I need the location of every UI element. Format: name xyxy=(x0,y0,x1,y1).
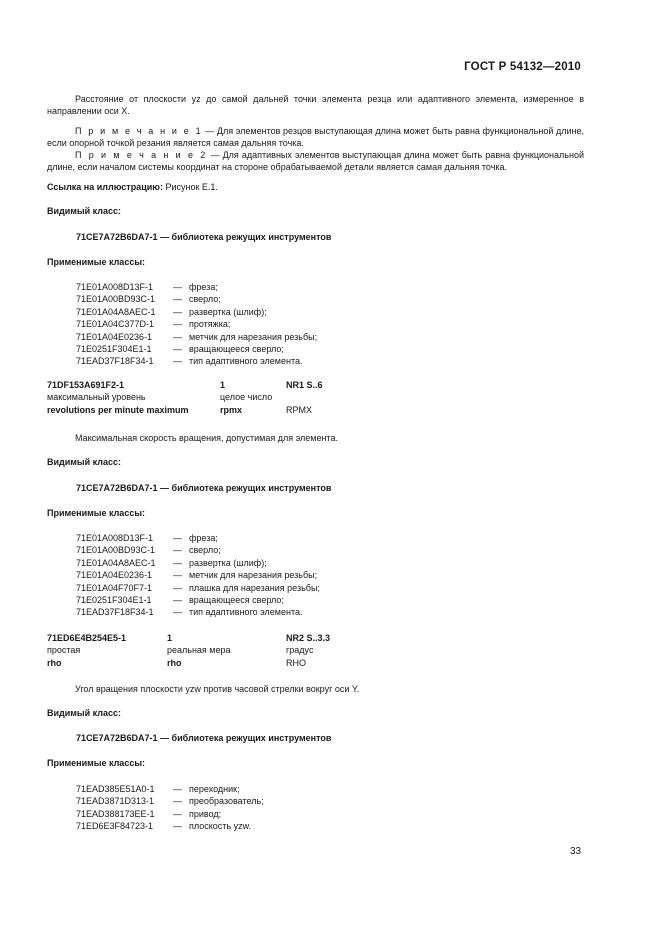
dash: — xyxy=(173,356,182,367)
dash: — xyxy=(173,557,182,568)
list-item xyxy=(76,606,320,618)
applicable-classes-list xyxy=(76,281,317,368)
page-number: 33 xyxy=(570,846,582,857)
list-item xyxy=(76,331,317,343)
class-code: 71E01A04A8AEC-1 xyxy=(76,306,156,317)
list-item xyxy=(76,544,320,556)
property-type-ru: реальная мера xyxy=(167,645,231,656)
class-desc: тип адаптивного элемента. xyxy=(189,356,303,367)
dash: — xyxy=(173,607,182,618)
visible-class-heading: Видимый класс: xyxy=(47,708,121,718)
property-name-ru: простая xyxy=(47,645,81,656)
property-definition: Угол вращения плоскости yzw против часовой стрелки вокруг оси Y. xyxy=(75,684,360,694)
class-desc: фреза; xyxy=(189,533,218,543)
class-desc: фреза; xyxy=(189,282,218,292)
class-desc: вращающееся сверло; xyxy=(189,595,284,606)
note-2-label: П р и м е ч а н и е 2 xyxy=(75,150,208,160)
standard-header: ГОСТ Р 54132—2010 xyxy=(464,61,581,73)
class-desc: преобразователь; xyxy=(189,796,264,807)
class-code: 71E01A00BD93C-1 xyxy=(76,545,156,556)
property-id: 71ED6E4B254E5-1 xyxy=(47,633,127,643)
property-block-rpmx xyxy=(47,379,607,416)
property-symbol: rho xyxy=(167,657,182,668)
dash: — xyxy=(173,582,182,593)
dash: — xyxy=(173,533,182,543)
property-header-row xyxy=(47,379,607,391)
class-desc: переходник; xyxy=(189,784,240,794)
class-code: 71E01A04E0236-1 xyxy=(76,331,153,342)
property-symbol: rpmx xyxy=(220,404,243,415)
class-desc: развертка (шлиф); xyxy=(189,306,267,317)
list-item xyxy=(76,318,317,330)
property-block-rho xyxy=(47,632,607,669)
class-code: 71ED6E3F84723-1 xyxy=(76,821,154,832)
class-desc: тип адаптивного элемента. xyxy=(189,607,303,618)
class-desc: развертка (шлиф); xyxy=(189,557,267,568)
note-1-text: — Для элементов резцов выступающая длина может быть равна функциональной длине, если опорной точкой резания является самая дальняя точка. xyxy=(47,126,584,149)
class-code: 71EAD37F18F34-1 xyxy=(76,607,154,618)
illustration-reference-value: Рисунок E.1. xyxy=(162,182,218,192)
dash: — xyxy=(173,319,182,330)
class-code: 71E0251F304E1-1 xyxy=(76,595,152,606)
class-code: 71EAD3871D313-1 xyxy=(76,796,155,807)
class-code: 71E01A04F70F7-1 xyxy=(76,582,153,593)
dash: — xyxy=(173,331,182,342)
applicable-classes-list xyxy=(76,532,320,619)
list-item xyxy=(76,281,317,293)
class-desc: вращающееся сверло; xyxy=(189,344,284,355)
class-code: 71EAD385E51A0-1 xyxy=(76,784,155,794)
property-name-en: revolutions per minute maximum xyxy=(47,404,189,415)
dash: — xyxy=(173,294,182,305)
property-unit: градус xyxy=(286,645,314,656)
illustration-reference xyxy=(47,181,584,193)
list-item xyxy=(76,783,264,795)
note-1-label: П р и м е ч а н и е 1 xyxy=(75,126,203,136)
list-item xyxy=(76,355,317,367)
applicable-classes-heading: Применимые классы: xyxy=(47,257,146,267)
class-code: 71E01A04E0236-1 xyxy=(76,570,153,581)
dash: — xyxy=(173,784,182,794)
dash: — xyxy=(173,808,182,819)
note-2-text: — Для адаптивных элементов выступающая длина может быть равна функциональной длине, если началом системы координат на стороне обрабатываемой детали является самая дальняя точка. xyxy=(47,150,584,173)
property-cardinality: 1 xyxy=(167,633,173,643)
class-desc: протяжка; xyxy=(189,319,231,330)
property-ru-row xyxy=(47,644,607,656)
property-code: RPMX xyxy=(286,404,313,415)
illustration-reference-label: Ссылка на иллюстрацию: xyxy=(47,182,163,192)
dash: — xyxy=(173,570,182,581)
list-item xyxy=(76,306,317,318)
class-code: 71EAD37F18F34-1 xyxy=(76,356,154,367)
property-format: NR1 S..6 xyxy=(286,380,323,390)
dash: — xyxy=(173,306,182,317)
list-item xyxy=(76,532,320,544)
applicable-classes-list xyxy=(76,783,264,833)
class-desc: сверло; xyxy=(189,545,221,556)
class-code: 71E01A00BD93C-1 xyxy=(76,294,156,305)
property-header-row xyxy=(47,632,607,644)
class-code: 71EAD388173EE-1 xyxy=(76,808,155,819)
dash: — xyxy=(173,595,182,606)
note-2 xyxy=(47,149,584,174)
class-code: 71E01A008D13F-1 xyxy=(76,282,154,292)
property-en-row xyxy=(47,404,607,416)
dash: — xyxy=(173,344,182,355)
property-code: RHO xyxy=(286,657,306,668)
property-name-en: rho xyxy=(47,657,62,668)
property-type-ru: целое число xyxy=(220,392,273,403)
property-en-row xyxy=(47,657,607,669)
class-desc: плоскость yzw. xyxy=(189,821,252,832)
list-item xyxy=(76,582,320,594)
property-format: NR2 S..3.3 xyxy=(286,633,331,643)
visible-class-value: 71CE7A72B6DA7-1 — библиотека режущих инструментов xyxy=(76,232,332,242)
property-name-ru: максимальный уровень xyxy=(47,392,146,403)
list-item xyxy=(76,557,320,569)
applicable-classes-heading: Применимые классы: xyxy=(47,758,146,768)
note-1 xyxy=(47,125,584,150)
applicable-classes-heading: Применимые классы: xyxy=(47,508,146,518)
class-code: 71E01A04C377D-1 xyxy=(76,319,155,330)
visible-class-heading: Видимый класс: xyxy=(47,206,121,216)
intro-paragraph: Расстояние от плоскости yz до самой дальней точки элемента резца или адаптивного элемента, измеренное в направлении оси X. xyxy=(47,94,584,117)
class-code: 71E01A008D13F-1 xyxy=(76,533,154,543)
property-id: 71DF153A691F2-1 xyxy=(47,380,125,390)
dash: — xyxy=(173,282,182,292)
list-item xyxy=(76,808,264,820)
dash: — xyxy=(173,545,182,556)
class-code: 71E0251F304E1-1 xyxy=(76,344,152,355)
property-cardinality: 1 xyxy=(220,380,226,390)
list-item xyxy=(76,569,320,581)
dash: — xyxy=(173,821,182,832)
class-desc: плашка для нарезания резьбы; xyxy=(189,582,320,593)
class-desc: привод; xyxy=(189,808,222,819)
property-definition: Максимальная скорость вращения, допустимая для элемента. xyxy=(75,433,338,443)
dash: — xyxy=(173,796,182,807)
class-desc: метчик для нарезания резьбы; xyxy=(189,331,318,342)
list-item xyxy=(76,293,317,305)
list-item xyxy=(76,820,264,832)
visible-class-value: 71CE7A72B6DA7-1 — библиотека режущих инструментов xyxy=(76,733,332,743)
property-ru-row xyxy=(47,391,607,403)
visible-class-value: 71CE7A72B6DA7-1 — библиотека режущих инструментов xyxy=(76,483,332,493)
class-desc: сверло; xyxy=(189,294,221,305)
list-item xyxy=(76,594,320,606)
visible-class-heading: Видимый класс: xyxy=(47,457,121,467)
class-desc: метчик для нарезания резьбы; xyxy=(189,570,318,581)
class-code: 71E01A04A8AEC-1 xyxy=(76,557,156,568)
list-item xyxy=(76,795,264,807)
list-item xyxy=(76,343,317,355)
